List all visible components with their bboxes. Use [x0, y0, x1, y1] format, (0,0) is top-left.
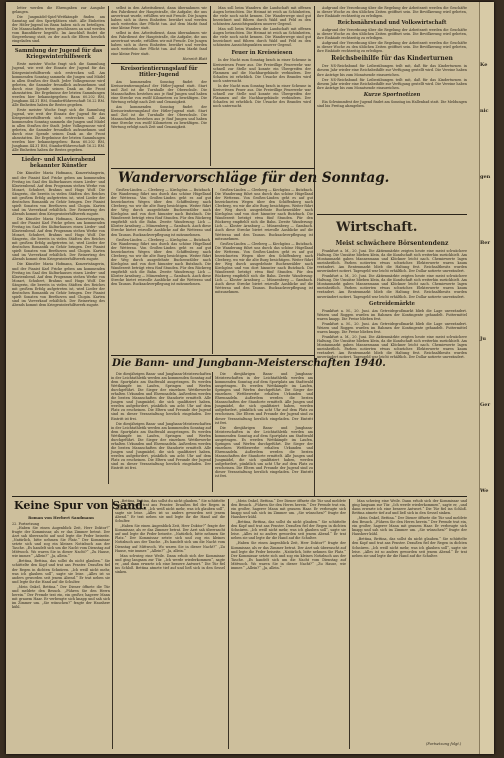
edge-letter: Ke — [480, 62, 488, 68]
divider — [317, 214, 467, 215]
divider — [111, 63, 207, 64]
serial-body-4c: „Bettina, Bettina, das sollst du nicht glauben.“ Sie schüttelte den Kopf und trat ans Fenster. Draußen fiel der Regen in dichten Schnüren. „Ich weiß nicht mehr, was ich glauben soll“, sagte sie leise. „Alles ist so anders geworden seit jenem Abend.“ Er trat neben sie und legte ihr die Hand auf die Schulter. — [352, 537, 467, 558]
meister-body-2: Die diesjährigen Bann- und Jungbann-Meisterschaften in der Leichtathletik werden am kommenden Sonntag auf dem Sportplatz am Stadtwald ausgetragen. Es werden Wettkämpfe im Laufen, Springen und Werfen durchgeführt. Die Sieger der einzelnen Wettbewerbe erhalten Urkunden und Ehrennadeln. Außerdem werden die besten Mannschaften der Standorte ermittelt. Alle Jungen und Jungmädel, die sich qualifiziert haben, werden aufgefordert, pünktlich um acht Uhr auf dem Platz zu erscheinen. Die Eltern und Freunde der Jugend sind zu dieser Veranstaltung herzlich eingeladen. Der Eintritt ist frei. — [111, 421, 211, 471]
serial-continuation: (Fortsetzung folgt.) — [426, 742, 462, 746]
wirtschaft-body-3: Frankfurt a. M., 20. Juni. Die Aktienmärkte zeigten heute eine meist schwächere Haltung. Die Umsätze blieben klein, da die Kundschaft sich weiterhin zurückhielt. Am Montanmarkt gaben Mannesmann und Klöckner leicht nach. Chemiewerte lagen uneinheitlich. Farben notierten etwas schwächer. Elektrowerte waren kaum verändert. Am Rentenmarkt blieb die Haltung fest. Reichsaltbesitz wurden unverändert notiert. Tagesgeld war leicht erhältlich. Der Dollar notierte unverändert. — [317, 334, 467, 360]
column-rule — [210, 6, 211, 166]
serial-installment: 22. Fortsetzung — [12, 522, 40, 526]
wirtschaft-title: Wirtschaft. — [336, 220, 418, 235]
top-left-body: Die Jungmädel-Spiel-Wettkämpfe finden am Samstag auf den Sportplätzen statt. Alle Einheiten der Hitler-Jugend im Bann haben sich zu beteiligen. Die Mannschaften treten geschlossen an und werden vom Bannführer begrüßt. Im Anschluß findet die Siegerehrung statt, zu der auch die Eltern herzlich eingeladen sind. — [12, 15, 105, 44]
edge-letter: Ber — [480, 240, 491, 246]
serial-body-1b: „Bettina, Bettina, das sollst du nicht glauben.“ Sie schüttelte den Kopf und trat ans Fenster. Draußen fiel der Regen in dichten Schnüren. „Ich weiß nicht mehr, was ich glauben soll“, sagte sie leise. „Alles ist so anders geworden seit jenem Abend.“ Er trat neben sie und legte ihr die Hand auf die Schulter. — [12, 559, 110, 584]
serial-body-2: „Bettina, Bettina, das sollst du nicht glauben.“ Sie schüttelte den Kopf und trat ans Fenster. Draußen fiel der Regen in dichten Schnüren. „Ich weiß nicht mehr, was ich glauben soll“, sagte sie leise. „Alles ist so anders geworden seit jenem Abend.“ Er trat neben sie und legte ihr die Hand auf die Schulter. — [115, 499, 225, 524]
serial-body-1: „Haben Sie einen Augenblick Zeit, Herr Doktor?“ fragte der Kommissar, als er das Zimmer betrat. Der Arzt sah überrascht auf und legte die Feder beiseite. „Natürlich, bitte nehmen Sie Platz.“ Der Kommissar setzte sich und zog ein kleines Notizbuch aus der Tasche. „Es handelt sich um die Nacht vom Dienstag auf Mittwoch. Wo waren Sie in dieser Nacht?“ „Zu Hause, wie immer.“ „Allein?“ „Ja, allein.“ — [12, 526, 110, 559]
serial-col-3 — [231, 499, 346, 749]
kurze-body: Ein Schwimmfest der Jugend findet am Sonntag im Hallenbad statt. Die Meldungen sind bis Freitag abzugeben. — [317, 99, 467, 108]
divider — [12, 496, 467, 497]
divider — [111, 168, 315, 169]
konzert-title: Lieder- und Klavierabend bekannter Künstler — [21, 157, 96, 170]
wirtschaft-sub2: Getreidemärkte — [369, 300, 415, 307]
lauf-title: Kreisorientierungslauf für Hitler-Jugend — [120, 65, 198, 78]
serial-body-1c: „Mein Onkel, Bettina.“ Der Diener öffnete die Tür und meldete den Besuch. „Führen Sie den Herrn herein.“ Der Fremde trat ein, ein großer, hagerer Mann mit grauem Haar. Er verbeugte sich knapp und sah sich im Zimmer um. „Sie wünschen?“ fragte der Hausherr kühl. — [12, 584, 110, 609]
wanderung-body-2: Großen-Linden — Cleeberg — Kirchgöns — Butzbach. Die Wanderung führt uns durch das schöne Hügelland der Wetterau. Von Großen-Linden geht es auf gut bezeichneten Wegen über den Schiffenberg nach Cleeberg, wo wir die alte Burg besichtigen. Weiter führt der Weg durch ausgedehnte Buchenwälder nach Kirchgöns und von dort hinunter nach Butzbach. Die Wanderzeit beträgt etwa fünf Stunden. Für den Rückweg empfiehlt sich die Bahn. Zweite Wanderung: Lich — Kloster Arnsburg — Münzenberg — Gambach. Auch diese Strecke bietet reizvolle Ausblicke auf die Wetterau und den Taunus. Rucksackverpflegung ist mitzunehmen. — [111, 237, 211, 287]
sammlung-body: Erste meister Woche fragt sich die Sammlung Jugend, wie weit der Einsatz der Jugend für das Kriegswinterhilfswerk sich erstrecken soll. Am kommenden Sonntag sammeln die Jungen und Mädel in allen Straßen der Stadt. Jeder Volksgenosse wird gebeten, die Sammler freundlich aufzunehmen und durch eine Spende seinen Dank an die Front abzustatten. Die Ergebnisse der letzten Sammlungen werden hier bekanntgegeben: Bann 60.202 RM, Jungbann 44.31 RM, Standortführerschaft 16.22 RM. Alle Einheiten haben ihr Bestes gegeben. — [12, 62, 105, 107]
serial-body-3b: „Bettina, Bettina, das sollst du nicht glauben.“ Sie schüttelte den Kopf und trat ans Fenster. Draußen fiel der Regen in dichten Schnüren. „Ich weiß nicht mehr, was ich glauben soll“, sagte sie leise. „Alles ist so anders geworden seit jenem Abend.“ Er trat neben sie und legte ihr die Hand auf die Schulter. — [231, 520, 346, 541]
newspaper-page — [6, 2, 494, 754]
column-rule — [212, 372, 213, 492]
meister-col-b — [215, 372, 313, 492]
wirtschaft-body-2: Frankfurt a. M., 20. Juni. Die Aktienmärkte zeigten heute eine meist schwächere Haltung. Die Umsätze blieben klein, da die Kundschaft sich weiterhin zurückhielt. Am Montanmarkt gaben Mannesmann und Klöckner leicht nach. Chemiewerte lagen uneinheitlich. Farben notierten etwas schwächer. Elektrowerte waren kaum verändert. Am Rentenmarkt blieb die Haltung fest. Reichsaltbesitz wurden unverändert notiert. Tagesgeld war leicht erhältlich. Der Dollar notierte unverändert. — [317, 274, 467, 299]
serial-body-3c: „Haben Sie einen Augenblick Zeit, Herr Doktor?“ fragte der Kommissar, als er das Zimmer betrat. Der Arzt sah überrascht auf und legte die Feder beiseite. „Natürlich, bitte nehmen Sie Platz.“ Der Kommissar setzte sich und zog ein kleines Notizbuch aus der Tasche. „Es handelt sich um die Nacht vom Dienstag auf Mittwoch. Wo waren Sie in dieser Nacht?“ „Zu Hause, wie immer.“ „Allein?“ „Ja, allein.“ — [231, 541, 346, 570]
column-rule — [112, 499, 113, 749]
wirtschaft-column — [317, 238, 467, 494]
konzert-body-3: Die Künstler Maria Hofmann, Konzertsängerin, und der Pianist Karl Fricke geben am kommenden Freitag im Saal des Kulturhauses einen Lieder- und Klavierabend. Auf dem Programm stehen Werke von Mozart, Schubert, Brahms und Hugo Wolf. Die Sängerin, die bereits in vielen Städten des Reiches mit großem Erfolg aufgetreten ist, wird Lieder der deutschen Romantik zu Gehör bringen. Der Pianist spielt Sonaten von Beethoven und Chopin. Karten sind im Vorverkauf erhältlich. Der Reinertrag des Abends kommt dem Kriegswinterhilfswerk zugute. — [12, 262, 105, 307]
meister-body-3: Die diesjährigen Bann- und Jungbann-Meisterschaften in der Leichtathletik werden am kommenden Sonntag auf dem Sportplatz am Stadtwald ausgetragen. Es werden Wettkämpfe im Laufen, Springen und Werfen durchgeführt. Die Sieger der einzelnen Wettbewerbe erhalten Urkunden und Ehrennadeln. Außerdem werden die besten Mannschaften der Standorte ermittelt. Alle Jungen und Jungmädel, die sich qualifiziert haben, werden aufgefordert, pünktlich um acht Uhr auf dem Platz zu erscheinen. Die Eltern und Freunde der Jugend sind zu dieser Veranstaltung herzlich eingeladen. Der Eintritt ist frei. — [215, 372, 313, 425]
serial-col-2 — [115, 499, 225, 749]
meister-headline: Die Bann- und Jungbann-Meisterschaften 1940. — [112, 357, 386, 369]
edge-letter: We — [480, 488, 489, 494]
serial-body-4: Man schwieg eine Weile. Dann erhob sich der Kommissar und ging langsam zur Tür. „Ich werde wiederkommen“, sagte er, „und dann erwarte ich eine bessere Antwort.“ Die Tür fiel ins Schloß. Bettina atmete tief auf und ließ sich in den Sessel sinken. — [352, 499, 467, 516]
serial-body-3: „Mein Onkel, Bettina.“ Der Diener öffnete die Tür und meldete den Besuch. „Führen Sie den Herrn herein.“ Der Fremde trat ein, ein großer, hagerer Mann mit grauem Haar. Er verbeugte sich knapp und sah sich im Zimmer um. „Sie wünschen?“ fragte der Hausherr kühl. — [231, 499, 346, 520]
serial-headline: Keine Spur von Sand. — [14, 499, 147, 512]
konzert-body: Die Künstler Maria Hofmann, Konzertsängerin, und der Pianist Karl Fricke geben am kommenden Freitag im Saal des Kulturhauses einen Lieder- und Klavierabend. Auf dem Programm stehen Werke von Mozart, Schubert, Brahms und Hugo Wolf. Die Sängerin, die bereits in vielen Städten des Reiches mit großem Erfolg aufgetreten ist, wird Lieder der deutschen Romantik zu Gehör bringen. Der Pianist spielt Sonaten von Beethoven und Chopin. Karten sind im Vorverkauf erhältlich. Der Reinertrag des Abends kommt dem Kriegswinterhilfswerk zugute. — [12, 171, 105, 216]
bund-title: Reichsnährstand und Volkswirtschaft — [337, 20, 447, 27]
column-rule — [314, 6, 315, 496]
wirtschaft-subtitle: Meist schwächere Börsentendenz — [335, 240, 449, 247]
edge-letter: Ju — [480, 336, 487, 342]
next-page-edge — [479, 2, 494, 754]
col3-body: Man soll beim Wandern die Landschaft mit offenen Augen betrachten. Die Heimat ist reich an Schönheiten, die viele noch nicht kennen. Die Wanderwege sind gut bezeichnet und führen durch Wald und Feld zu den schönsten Aussichtspunkten unserer Gegend. — [213, 6, 311, 27]
edge-letter: gen — [480, 174, 491, 180]
divider — [12, 45, 105, 46]
meister-col-a — [111, 372, 211, 492]
serial-col-1 — [12, 513, 110, 749]
wirtschaft-body: Frankfurt a. M., 20. Juni. Die Aktienmärkte zeigten heute eine meist schwächere Haltung. Die Umsätze blieben klein, da die Kundschaft sich weiterhin zurückhielt. Am Montanmarkt gaben Mannesmann und Klöckner leicht nach. Chemiewerte lagen uneinheitlich. Farben notierten etwas schwächer. Elektrowerte waren kaum verändert. Am Rentenmarkt blieb die Haltung fest. Reichsaltbesitz wurden unverändert notiert. Tagesgeld war leicht erhältlich. Der Dollar notierte unverändert. — [317, 249, 467, 274]
sammlung-body-2: Erste meister Woche fragt sich die Sammlung Jugend, wie weit der Einsatz der Jugend für das Kriegswinterhilfswerk sich erstrecken soll. Am kommenden Sonntag sammeln die Jungen und Mädel in allen Straßen der Stadt. Jeder Volksgenosse wird gebeten, die Sammler freundlich aufzunehmen und durch eine Spende seinen Dank an die Front abzustatten. Die Ergebnisse der letzten Sammlungen werden hier bekanntgegeben: Bann 60.202 RM, Jungbann 44.31 RM, Standortführerschaft 16.22 RM. Alle Einheiten haben ihr Bestes gegeben. — [12, 107, 105, 153]
feuer-body-2: In der Nacht zum Sonntag brach in einer Scheune in Kreiswiesen Feuer aus. Die Freiwillige Feuerwehr war schnell zur Stelle und konnte ein Übergreifen der Flammen auf die Nachbargebäude verhindern. Der Schaden ist erheblich. Die Ursache des Brandes wird noch untersucht. — [213, 83, 311, 108]
serial-body-4b: „Mein Onkel, Bettina.“ Der Diener öffnete die Tür und meldete den Besuch. „Führen Sie den Herrn herein.“ Der Fremde trat ein, ein großer, hagerer Mann mit grauem Haar. Er verbeugte sich knapp und sah sich im Zimmer um. „Sie wünschen?“ fragte der Hausherr kühl. — [352, 516, 467, 537]
column-rule — [349, 499, 350, 749]
lauf-body: Am kommenden Sonntag findet der Kreisorientierungslauf der Hitler-Jugend statt. Start und Ziel ist die Turnhalle der Oberschule. Die Mannschaften bestehen aus je fünf Jungen und haben eine Strecke von zwölf Kilometern zu bewältigen. Die Wertung erfolgt nach Zeit und Genauigkeit. — [111, 79, 207, 104]
serial-col-4 — [352, 499, 467, 739]
edge-letter: Ger — [480, 402, 491, 408]
wanderung-body-3: Großen-Linden — Cleeberg — Kirchgöns — Butzbach. Die Wanderung führt uns durch das schöne Hügelland der Wetterau. Von Großen-Linden geht es auf gut bezeichneten Wegen über den Schiffenberg nach Cleeberg, wo wir die alte Burg besichtigen. Weiter führt der Weg durch ausgedehnte Buchenwälder nach Kirchgöns und von dort hinunter nach Butzbach. Die Wanderzeit beträgt etwa fünf Stunden. Für den Rückweg empfiehlt sich die Bahn. Zweite Wanderung: Lich — Kloster Arnsburg — Münzenberg — Gambach. Auch diese Strecke bietet reizvolle Ausblicke auf die Wetterau und den Taunus. Rucksackverpflegung ist mitzunehmen. — [215, 188, 313, 241]
col3-body-2: Man soll beim Wandern die Landschaft mit offenen Augen betrachten. Die Heimat ist reich an Schönheiten, die viele noch nicht kennen. Die Wanderwege sind gut bezeichnet und führen durch Wald und Feld zu den schönsten Aussichtspunkten unserer Gegend. — [213, 27, 311, 48]
kurze-title: Kurze Sportnotizen — [363, 91, 421, 98]
meister-body: Die diesjährigen Bann- und Jungbann-Meisterschaften in der Leichtathletik werden am kommenden Sonntag auf dem Sportplatz am Stadtwald ausgetragen. Es werden Wettkämpfe im Laufen, Springen und Werfen durchgeführt. Die Sieger der einzelnen Wettbewerbe erhalten Urkunden und Ehrennadeln. Außerdem werden die besten Mannschaften der Standorte ermittelt. Alle Jungen und Jungmädel, die sich qualifiziert haben, werden aufgefordert, pünktlich um acht Uhr auf dem Platz zu erscheinen. Die Eltern und Freunde der Jugend sind zu dieser Veranstaltung herzlich eingeladen. Der Eintritt ist frei. — [111, 372, 211, 421]
col2-body: selbst in den Arbeitsdienst, dann übernahmen wir den Fahrdienst der Hauptstraße, die Aufgabe, die uns anvertraut wurde, erfüllten wir mit Freude. Die Jungen haben sich in ihren Einheiten bewährt und werden auch weiterhin ihre Pflicht tun. Auf dem Markt fand eine kleine Feier statt. — [111, 6, 207, 31]
col4-body-2: Aufgrund der Verordnung über die Regelung der Arbeitszeit werden die Geschäfte in dieser Woche zu den üblichen Zeiten geöffnet sein. Die Bevölkerung wird gebeten, ihre Einkäufe rechtzeitig zu erledigen. — [317, 28, 467, 41]
col2-body-2: selbst in den Arbeitsdienst, dann übernahmen wir den Fahrdienst der Hauptstraße, die Aufgabe, die uns anvertraut wurde, erfüllten wir mit Freude. Die Jungen haben sich in ihren Einheiten bewährt und werden auch weiterhin ihre Pflicht tun. Auf dem Markt fand eine kleine Feier statt. — [111, 31, 207, 56]
col2-signature: Heinrich Blatt — [182, 56, 207, 61]
feuer-body: In der Nacht zum Sonntag brach in einer Scheune in Kreiswiesen Feuer aus. Die Freiwillige Feuerwehr war schnell zur Stelle und konnte ein Übergreifen der Flammen auf die Nachbargebäude verhindern. Der Schaden ist erheblich. Die Ursache des Brandes wird noch untersucht. — [213, 58, 311, 83]
column-rule — [108, 6, 109, 484]
wanderung-col-b — [215, 188, 313, 354]
wanderung-body-4: Großen-Linden — Cleeberg — Kirchgöns — Butzbach. Die Wanderung führt uns durch das schöne Hügelland der Wetterau. Von Großen-Linden geht es auf gut bezeichneten Wegen über den Schiffenberg nach Cleeberg, wo wir die alte Burg besichtigen. Weiter führt der Weg durch ausgedehnte Buchenwälder nach Kirchgöns und von dort hinunter nach Butzbach. Die Wanderzeit beträgt etwa fünf Stunden. Für den Rückweg empfiehlt sich die Bahn. Zweite Wanderung: Lich — Kloster Arnsburg — Münzenberg — Gambach. Auch diese Strecke bietet reizvolle Ausblicke auf die Wetterau und den Taunus. Rucksackverpflegung ist mitzunehmen. — [215, 241, 313, 295]
konzert-body-2: Die Künstler Maria Hofmann, Konzertsängerin, und der Pianist Karl Fricke geben am kommenden Freitag im Saal des Kulturhauses einen Lieder- und Klavierabend. Auf dem Programm stehen Werke von Mozart, Schubert, Brahms und Hugo Wolf. Die Sängerin, die bereits in vielen Städten des Reiches mit großem Erfolg aufgetreten ist, wird Lieder der deutschen Romantik zu Gehör bringen. Der Pianist spielt Sonaten von Beethoven und Chopin. Karten sind im Vorverkauf erhältlich. Der Reinertrag des Abends kommt dem Kriegswinterhilfswerk zugute. — [12, 216, 105, 262]
wanderung-body: Großen-Linden — Cleeberg — Kirchgöns — Butzbach. Die Wanderung führt uns durch das schöne Hügelland der Wetterau. Von Großen-Linden geht es auf gut bezeichneten Wegen über den Schiffenberg nach Cleeberg, wo wir die alte Burg besichtigen. Weiter führt der Weg durch ausgedehnte Buchenwälder nach Kirchgöns und von dort hinunter nach Butzbach. Die Wanderzeit beträgt etwa fünf Stunden. Für den Rückweg empfiehlt sich die Bahn. Zweite Wanderung: Lich — Kloster Arnsburg — Münzenberg — Gambach. Auch diese Strecke bietet reizvolle Ausblicke auf die Wetterau und den Taunus. Rucksackverpflegung ist mitzunehmen. — [111, 188, 211, 237]
column-3 — [213, 6, 311, 166]
divider — [12, 154, 105, 155]
column-rule — [228, 499, 229, 749]
reich-body: Der NS-Reichsbund für Leibesübungen teilt mit, daß für das Kinderturnen in diesem Jahr wieder eine Reichsbeihilfe zur Verfügung gestellt wird. Die Vereine haben ihre Anträge bis zum Monatsende einzureichen. — [317, 64, 467, 77]
edge-letter: nic — [480, 108, 489, 114]
wirtschaft-body2-b: Frankfurt a. M., 20. Juni. Am Getreidegroßmarkt blieb die Lage unverändert. Weizen und Roggen wurden im Rahmen der Kontingente gehandelt. Futtermittel waren knapp. Die Preise blieben fest. — [317, 321, 467, 334]
wanderung-headline: Wandervorschläge für den Sonntag. — [118, 170, 390, 186]
col4-body: Aufgrund der Verordnung über die Regelung der Arbeitszeit werden die Geschäfte in dieser Woche zu den üblichen Zeiten geöffnet sein. Die Bevölkerung wird gebeten, ihre Einkäufe rechtzeitig zu erledigen. — [317, 6, 467, 19]
wanderung-col-a — [111, 188, 211, 354]
column-1 — [12, 6, 105, 484]
reich-body-2: Der NS-Reichsbund für Leibesübungen teilt mit, daß für das Kinderturnen in diesem Jahr wieder eine Reichsbeihilfe zur Verfügung gestellt wird. Die Vereine haben ihre Anträge bis zum Monatsende einzureichen. — [317, 77, 467, 90]
feuer-title: Feuer in Kreiswiesen — [231, 50, 293, 57]
sammlung-title: Sammlung der Jugend für das Kriegswinterhilfswerk — [14, 48, 103, 61]
wirtschaft-body2: Frankfurt a. M., 20. Juni. Am Getreidegroßmarkt blieb die Lage unverändert. Weizen und Roggen wurden im Rahmen der Kontingente gehandelt. Futtermittel waren knapp. Die Preise blieben fest. — [317, 308, 467, 321]
meister-body-4: Die diesjährigen Bann- und Jungbann-Meisterschaften in der Leichtathletik werden am kommenden Sonntag auf dem Sportplatz am Stadtwald ausgetragen. Es werden Wettkämpfe im Laufen, Springen und Werfen durchgeführt. Die Sieger der einzelnen Wettbewerbe erhalten Urkunden und Ehrennadeln. Außerdem werden die besten Mannschaften der Standorte ermittelt. Alle Jungen und Jungmädel, die sich qualifiziert haben, werden aufgefordert, pünktlich um acht Uhr auf dem Platz zu erscheinen. Die Eltern und Freunde der Jugend sind zu dieser Veranstaltung herzlich eingeladen. Der Eintritt ist frei. — [215, 425, 313, 479]
divider — [111, 355, 315, 356]
serial-body-2b: „Haben Sie einen Augenblick Zeit, Herr Doktor?“ fragte der Kommissar, als er das Zimmer betrat. Der Arzt sah überrascht auf und legte die Feder beiseite. „Natürlich, bitte nehmen Sie Platz.“ Der Kommissar setzte sich und zog ein kleines Notizbuch aus der Tasche. „Es handelt sich um die Nacht vom Dienstag auf Mittwoch. Wo waren Sie in dieser Nacht?“ „Zu Hause, wie immer.“ „Allein?“ „Ja, allein.“ — [115, 524, 225, 553]
column-rule — [212, 188, 213, 354]
col4-body-3: Aufgrund der Verordnung über die Regelung der Arbeitszeit werden die Geschäfte in dieser Woche zu den üblichen Zeiten geöffnet sein. Die Bevölkerung wird gebeten, ihre Einkäufe rechtzeitig zu erledigen. — [317, 41, 467, 54]
serial-body-2c: Man schwieg eine Weile. Dann erhob sich der Kommissar und ging langsam zur Tür. „Ich werde wiederkommen“, sagte er, „und dann erwarte ich eine bessere Antwort.“ Die Tür fiel ins Schloß. Bettina atmete tief auf und ließ sich in den Sessel sinken. — [115, 553, 225, 574]
serial-author: Roman von Herbert Sandmann — [28, 515, 94, 520]
column-2 — [111, 6, 207, 166]
top-left-lead: letter werden die Ehrengaben zur Ausgabe gelangen. — [12, 6, 105, 15]
reich-title: Reichsbeihilfe für das Kinderturnen — [331, 55, 453, 63]
lauf-body-2: Am kommenden Sonntag findet der Kreisorientierungslauf der Hitler-Jugend statt. Start und Ziel ist die Turnhalle der Oberschule. Die Mannschaften bestehen aus je fünf Jungen und haben eine Strecke von zwölf Kilometern zu bewältigen. Die Wertung erfolgt nach Zeit und Genauigkeit. — [111, 104, 207, 130]
